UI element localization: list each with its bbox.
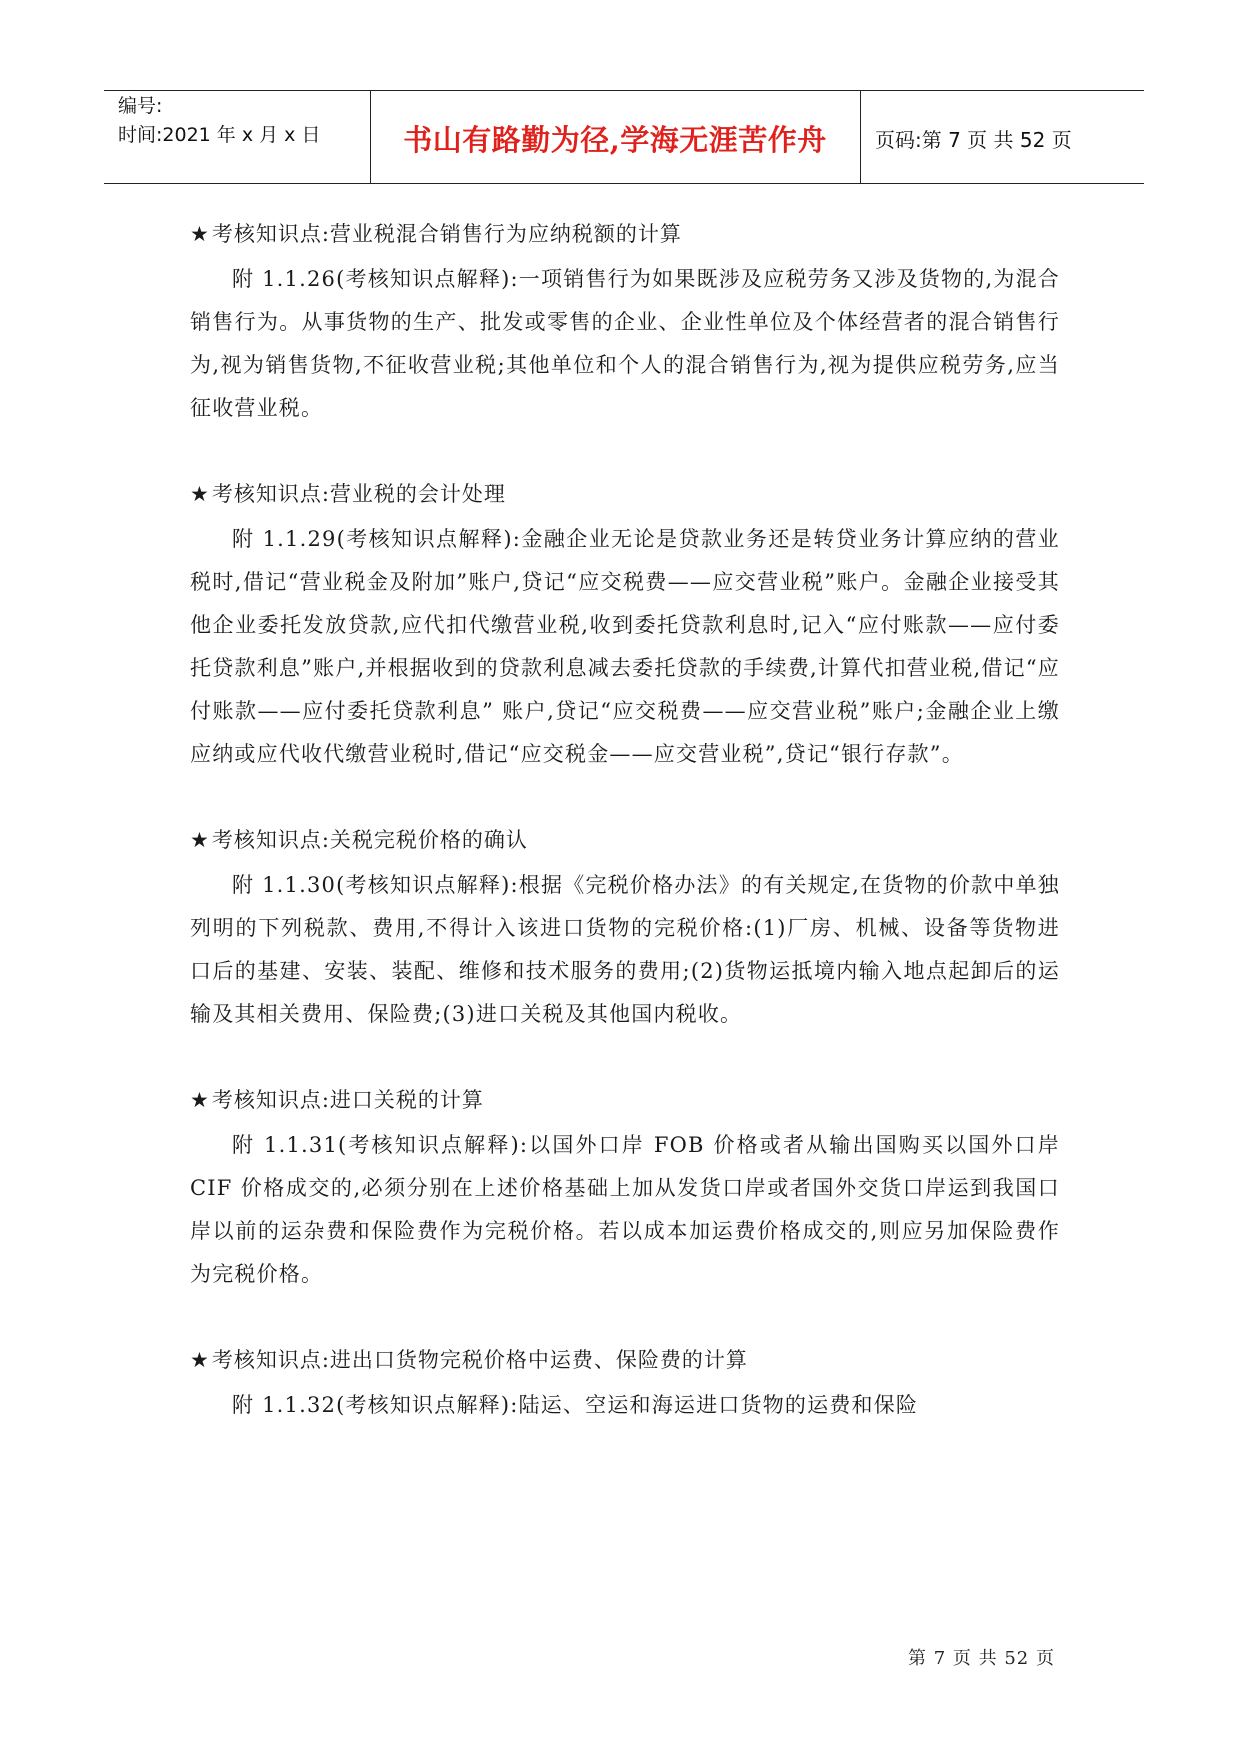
header-divider-right — [860, 90, 861, 183]
section-heading-text: 考核知识点:营业税混合销售行为应纳税额的计算 — [211, 222, 682, 246]
page-footer-number: 第 7 页 共 52 页 — [908, 1648, 1055, 1669]
document-body — [190, 214, 1060, 1471]
section-heading-text: 考核知识点:关税完税价格的确认 — [211, 828, 528, 852]
section-paragraph: 附 1.1.32(考核知识点解释):陆运、空运和海运进口货物的运费和保险 — [232, 1393, 919, 1417]
star-icon: ★ — [190, 1088, 210, 1112]
header-page-info: 页码:第 7 页 共 52 页 — [875, 128, 1072, 152]
section-4 — [190, 1080, 1060, 1296]
header-top-rule — [104, 90, 1144, 91]
section-heading — [190, 474, 1060, 514]
section-paragraph: 附 1.1.26(考核知识点解释):一项销售行为如果既涉及应税劳务又涉及货物的,为混合销售行为。从事货物的生产、批发或零售的企业、企业性单位及个体经营者的混合销售行为,视为销售货物,不征收营业税;其他单位和个人的混合销售行为,视为提供应税劳务,应当征收营业税。 — [190, 267, 1060, 420]
star-icon: ★ — [190, 482, 210, 506]
section-paragraph: 附 1.1.29(考核知识点解释):金融企业无论是贷款业务还是转贷业务计算应纳的营业税时,借记“营业税金及附加”账户,贷记“应交税费——应交营业税”账户。金融企业接受其他企业委托发放贷款,应代扣代缴营业税,收到委托贷款利息时,记入“应付账款——应付委托贷款利息”账户,并根据收到的贷款利息减去委托贷款的手续费,计算代扣营业税,借记“应付账款——应付委托贷款利息” 账户,贷记“应交税费——应交营业税”账户;金融企业上缴应纳或应代收代缴营业税时,借记“应交税金——应交营业税”,贷记“银行存款”。 — [190, 527, 1060, 766]
star-icon: ★ — [190, 828, 210, 852]
header-motto: 书山有路勤为径,学海无涯苦作舟 — [403, 123, 827, 157]
section-heading-text: 考核知识点:进出口货物完税价格中运费、保险费的计算 — [211, 1348, 748, 1372]
section-heading — [190, 1340, 1060, 1380]
header-bottom-rule — [104, 183, 1144, 184]
section-2 — [190, 474, 1060, 776]
section-heading-text: 考核知识点:营业税的会计处理 — [211, 482, 506, 506]
section-heading-text: 考核知识点:进口关税的计算 — [211, 1088, 484, 1112]
section-1 — [190, 214, 1060, 430]
section-paragraph: 附 1.1.30(考核知识点解释):根据《完税价格办法》的有关规定,在货物的价款中单独列明的下列税款、费用,不得计入该进口货物的完税价格:(1)厂房、机械、设备等货物进口后的基建、安装、装配、维修和技术服务的费用;(2)货物运抵境内输入地点起卸后的运输及其相关费用、保险费;(3)进口关税及其他国内税收。 — [190, 873, 1060, 1026]
star-icon: ★ — [190, 1348, 210, 1372]
section-3 — [190, 820, 1060, 1036]
section-5 — [190, 1340, 1060, 1427]
section-heading — [190, 214, 1060, 254]
section-heading — [190, 1080, 1060, 1120]
time-label: 时间:2021 年 x 月 x 日 — [118, 124, 321, 146]
star-icon: ★ — [190, 222, 210, 246]
serial-number-label: 编号: — [118, 95, 163, 117]
header-meta — [118, 92, 320, 150]
section-paragraph: 附 1.1.31(考核知识点解释):以国外口岸 FOB 价格或者从输出国购买以国外口岸 CIF 价格成交的,必须分别在上述价格基础上加从发货口岸或者国外交货口岸运到我国口岸以前的运杂费和保险费作为完税价格。若以成本加运费价格成交的,则应另加保险费作为完税价格。 — [190, 1133, 1060, 1286]
section-heading — [190, 820, 1060, 860]
